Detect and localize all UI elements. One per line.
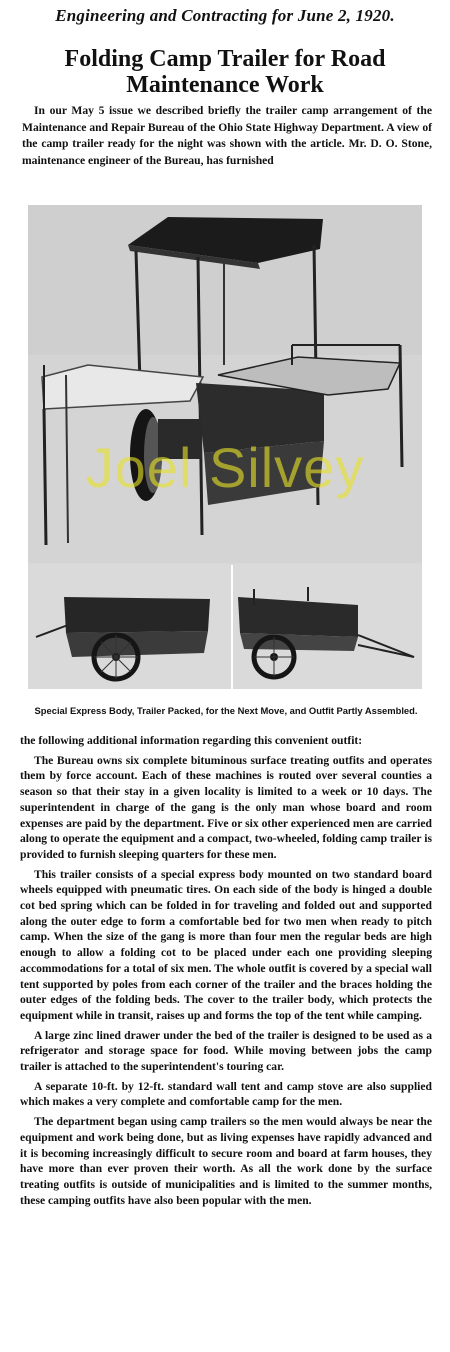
article-title: Folding Camp Trailer for Road Maintenance Work <box>64 46 386 98</box>
trailer-photo-illustration <box>28 205 422 689</box>
article-body <box>20 733 432 1212</box>
trailer-photo <box>28 205 422 689</box>
figure-caption: Special Express Body, Trailer Packed, for the Next Move, and Outfit Partly Assembled. <box>34 705 418 716</box>
body-paragraph: The department began using camp trailers so the men would always be near the equipment and work being done, but as living expenses have rapidly advanced and it is becoming increasingly difficult to secure room and board at farm houses, they have more than ever proven their worth. As all the work done by the surface treating outfits is outside of municipalities and is limited to the summer months, these camping outfits have also been popular with the men. <box>20 1115 432 1207</box>
body-paragraph: This trailer consists of a special express body mounted on two standard board wheels equipped with pneumatic tires. On each side of the body is hinged a double cot bed spring which can be folded in for traveling and folded out and supported along the outer edge to form a comfortable bed for two men when ready to pitch camp. When the size of the gang is more than four men the regular beds are high enough to allow a folding cot to be placed under each one providing sleeping accommodations for a total of six men. The whole outfit is covered by a special wall tent supported by poles from each corner of the trailer and the braces holding the outer edges of the folding beds. The cover to the trailer body, which protects the equipment while in transit, raises up and forms the top of the tent while camping. <box>20 867 432 1022</box>
body-paragraph: A separate 10-ft. by 12-ft. standard wall tent and camp stove are also supplied which makes a very complete and comfortable camp for the men. <box>20 1079 432 1109</box>
body-paragraph: A large zinc lined drawer under the bed of the trailer is designed to be used as a refrigerator and storage space for food. While moving between jobs the camp trailer is attached to the superintendent's touring car. <box>20 1028 432 1074</box>
running-head: Engineering and Contracting for June 2, 1920. <box>55 6 395 25</box>
body-paragraph: the following additional information regarding this convenient outfit: <box>20 734 363 747</box>
trailer-body <box>196 383 324 453</box>
body-paragraph: The Bureau owns six complete bituminous surface treating outfits and operates them by force account. Each of these machines is routed over several counties a season so that their stay in a given locality is limited to a week or 10 days. The superintendent in charge of the gang is the only man whose board and room expenses are paid by the department. Five or six other experienced men are carried along to operate the equipment and a compact, two-wheeled, folding camp trailer is provided to furnish sleeping quarters for these men. <box>20 753 432 861</box>
watermark: Joel Silvey <box>85 436 365 499</box>
intro-paragraph: In our May 5 issue we described briefly the trailer camp arrangement of the Maintenance and Repair Bureau of the Ohio State Highway Department. A view of the camp trailer ready for the night was shown with the article. Mr. D. O. Stone, maintenance engineer of the Bureau, has furnished <box>22 104 432 167</box>
